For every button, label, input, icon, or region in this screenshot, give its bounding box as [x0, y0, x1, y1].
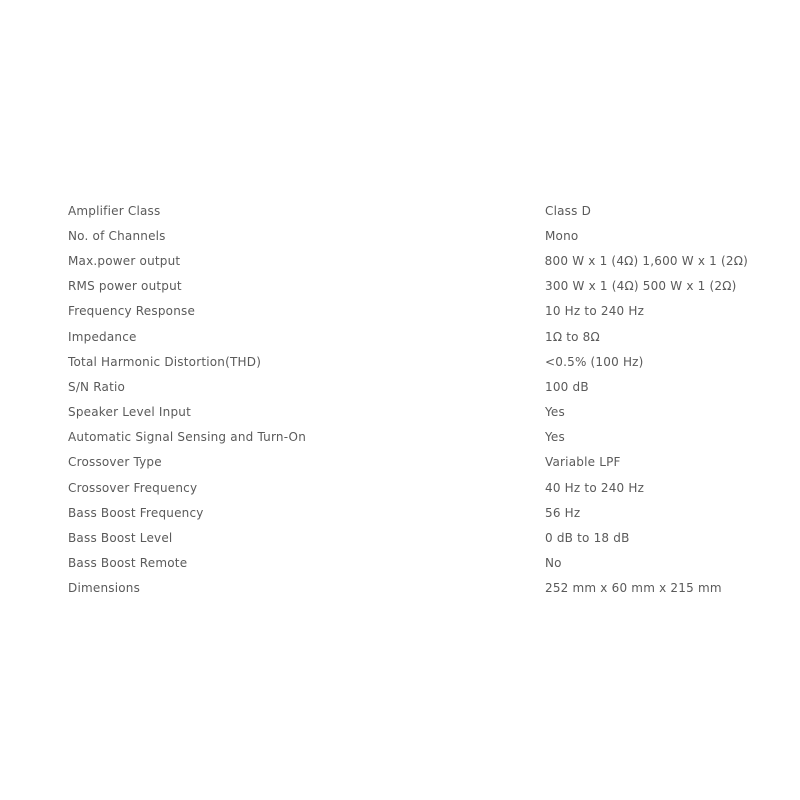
spec-label: Impedance: [68, 329, 137, 344]
spec-label: Bass Boost Level: [68, 531, 173, 546]
spec-label: Max.power output: [68, 253, 181, 268]
spec-row: [68, 500, 748, 525]
spec-value: 56 Hz: [545, 505, 581, 520]
spec-value: Variable LPF: [545, 455, 621, 470]
spec-value: 40 Hz to 240 Hz: [545, 480, 645, 495]
spec-row: [68, 576, 748, 601]
spec-row: [68, 198, 748, 223]
spec-row: [68, 223, 748, 248]
spec-table: [68, 198, 748, 601]
spec-value: 300 W x 1 (4Ω) 500 W x 1 (2Ω): [545, 279, 737, 294]
spec-row: [68, 349, 748, 374]
spec-row: [68, 475, 748, 500]
spec-label: S/N Ratio: [68, 379, 126, 394]
spec-label: RMS power output: [68, 279, 182, 294]
spec-row: [68, 400, 748, 425]
spec-value: 1Ω to 8Ω: [545, 329, 600, 344]
spec-label: Speaker Level Input: [68, 405, 191, 420]
spec-row: [68, 299, 748, 324]
spec-label: Crossover Type: [68, 455, 162, 470]
spec-row: [68, 450, 748, 475]
spec-row: [68, 525, 748, 550]
spec-label: Amplifier Class: [68, 203, 161, 218]
spec-row: [68, 425, 748, 450]
spec-row: [68, 274, 748, 299]
spec-value: Class D: [545, 203, 592, 218]
spec-row: [68, 374, 748, 399]
spec-label: Automatic Signal Sensing and Turn-On: [68, 430, 307, 445]
spec-value: 0 dB to 18 dB: [545, 531, 630, 546]
spec-value: 100 dB: [545, 379, 589, 394]
spec-label: Crossover Frequency: [68, 480, 198, 495]
spec-value: Mono: [545, 228, 579, 243]
spec-row: [68, 324, 748, 349]
spec-label: Bass Boost Frequency: [68, 505, 204, 520]
spec-label: Total Harmonic Distortion(THD): [68, 354, 262, 369]
spec-value: Yes: [545, 405, 565, 420]
spec-label: No. of Channels: [68, 228, 166, 243]
spec-row: [68, 551, 748, 576]
spec-label: Bass Boost Remote: [68, 556, 188, 571]
spec-value: 800 W x 1 (4Ω) 1,600 W x 1 (2Ω): [544, 253, 748, 268]
spec-label: Frequency Response: [68, 304, 196, 319]
spec-value: <0.5% (100 Hz): [545, 354, 644, 369]
spec-value: 252 mm x 60 mm x 215 mm: [545, 581, 722, 596]
spec-row: [68, 248, 748, 273]
spec-value: 10 Hz to 240 Hz: [545, 304, 645, 319]
spec-value: Yes: [545, 430, 565, 445]
spec-value: No: [545, 556, 562, 571]
spec-label: Dimensions: [68, 581, 141, 596]
